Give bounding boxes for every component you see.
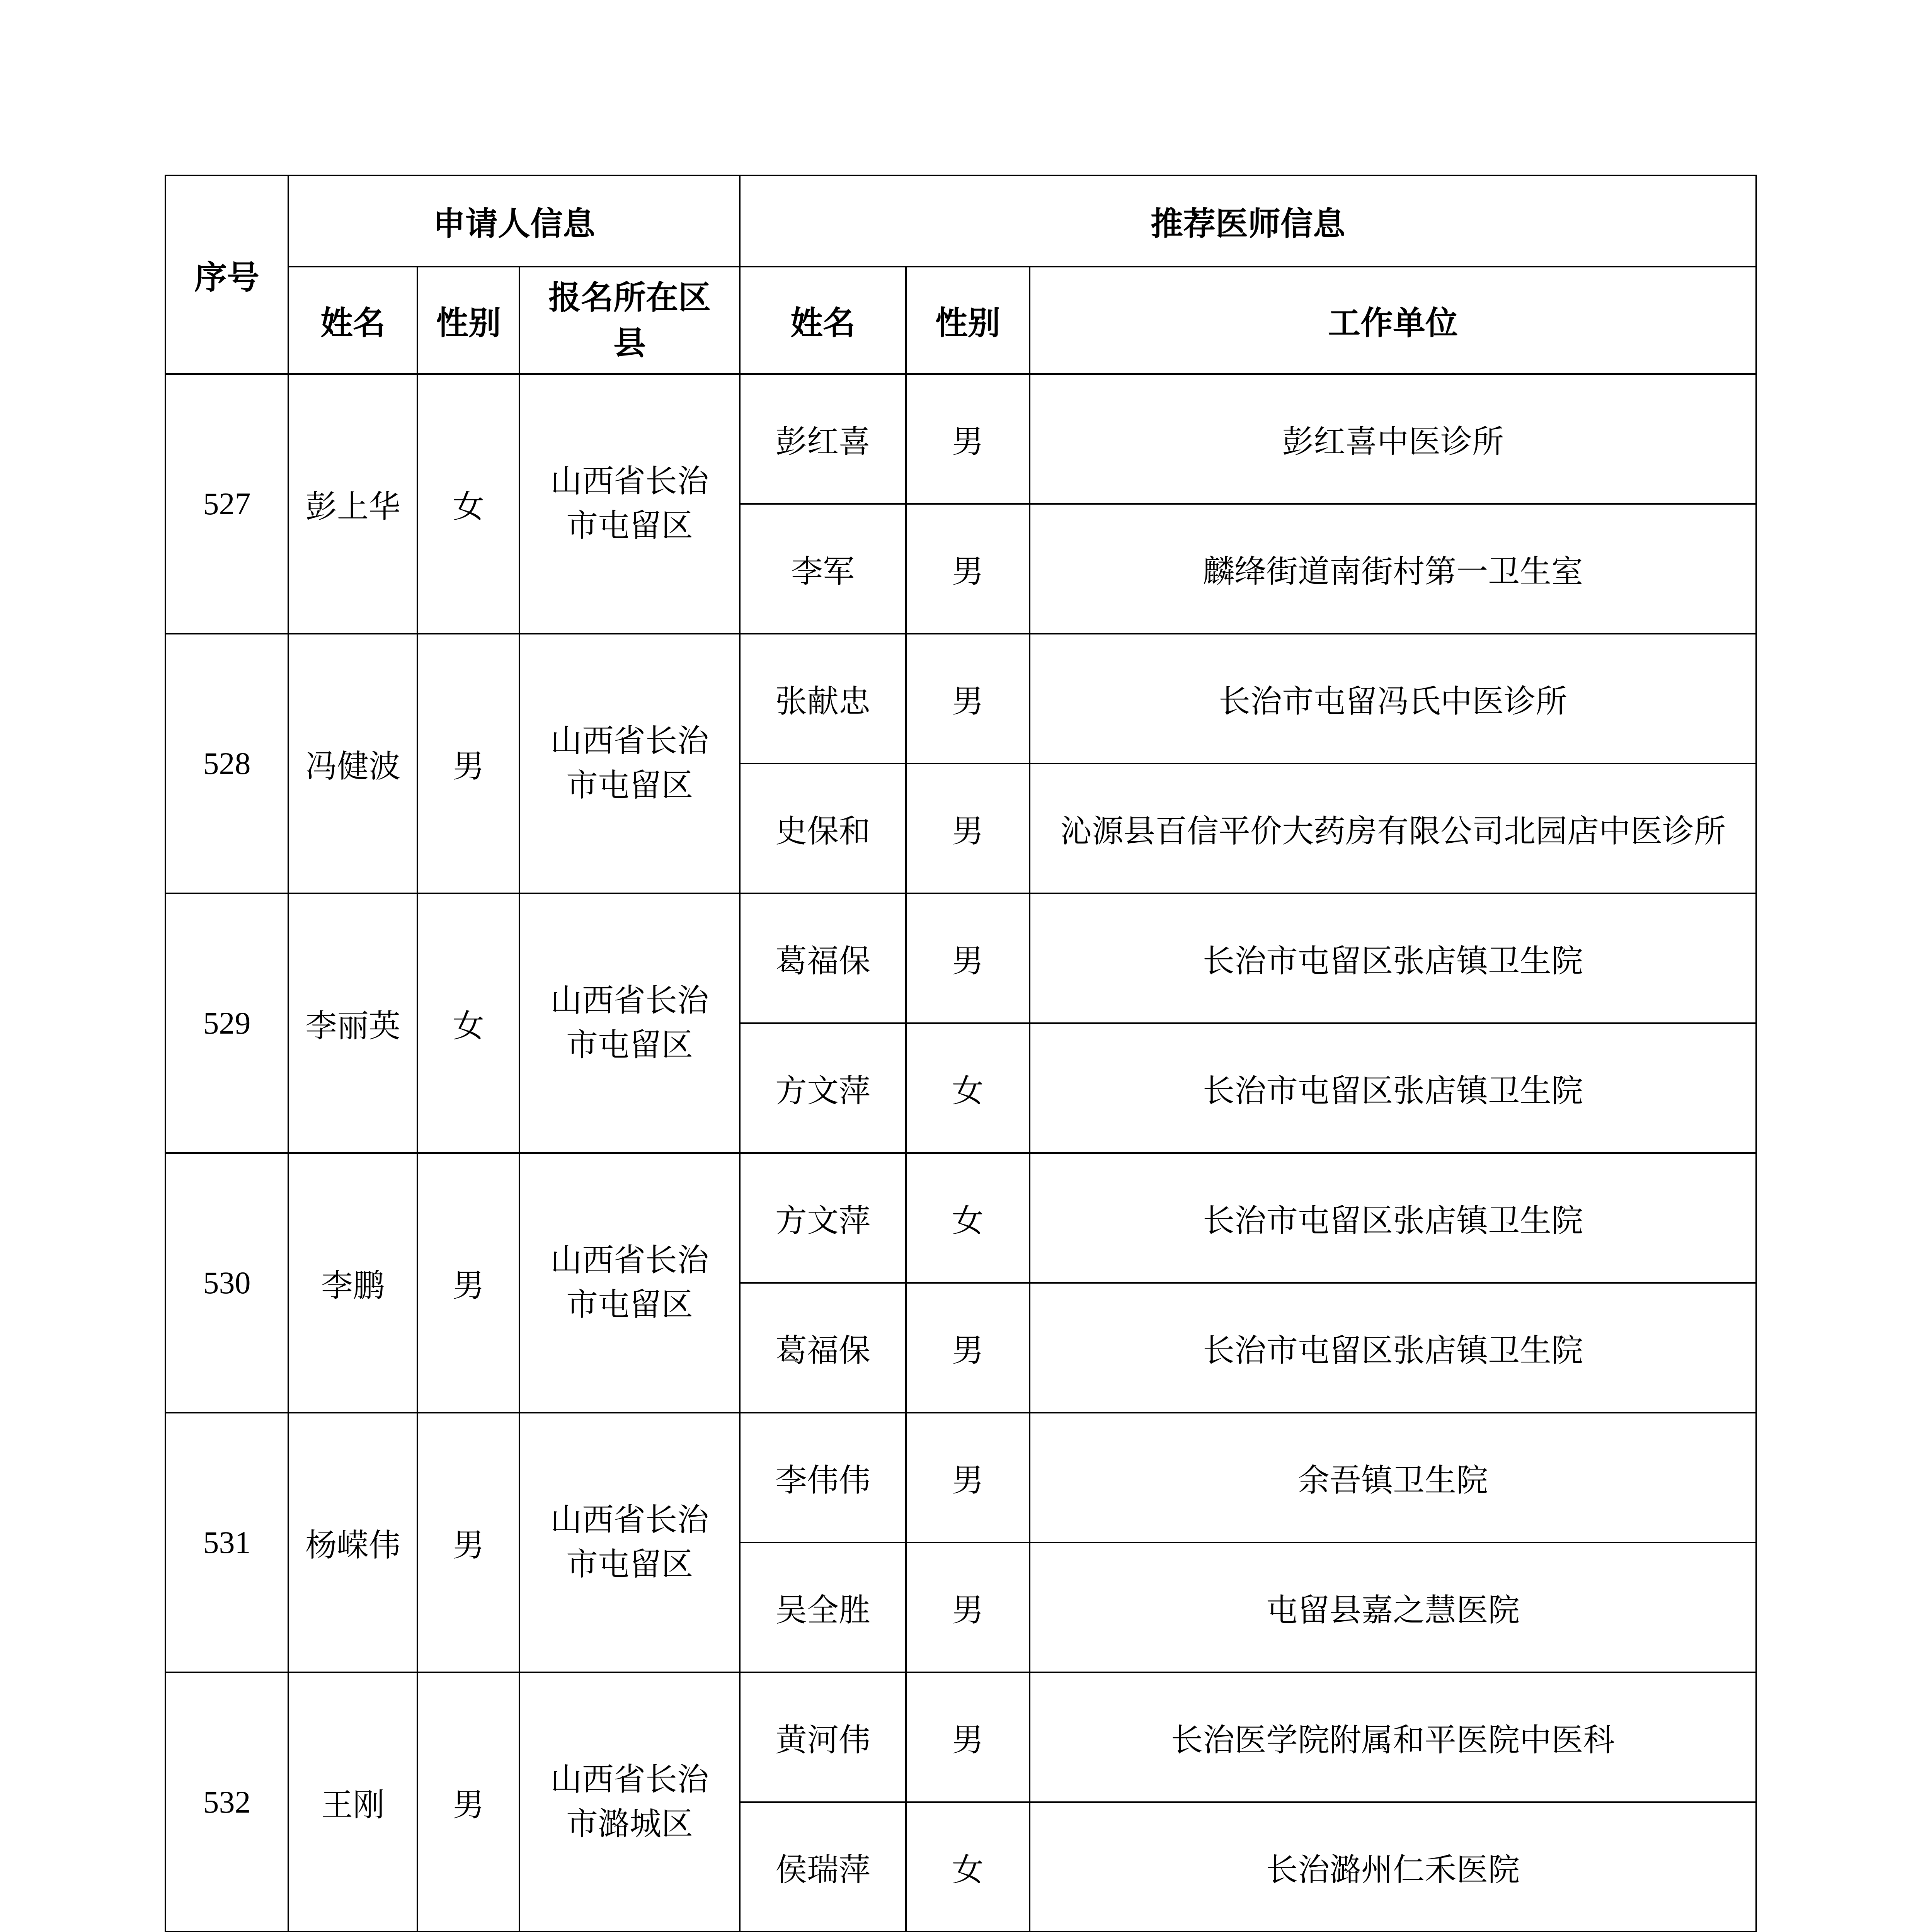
district-line2: 市屯留区 [566,767,693,804]
applicant-gender: 女 [417,893,519,1153]
table-row [165,1413,1756,1543]
header-applicant-district [519,267,740,374]
doctor-gender: 男 [906,1543,1030,1672]
doctor-name: 侯瑞萍 [740,1802,906,1932]
district-line2: 市屯留区 [566,1546,693,1583]
table-row [165,1153,1756,1283]
header-serial: 序号 [165,175,288,374]
district-line1: 山西省长治 [550,1242,709,1279]
doctor-unit: 沁源县百信平价大药房有限公司北园店中医诊所 [1030,764,1756,893]
doctor-gender: 男 [906,1413,1030,1543]
header-applicant-gender: 性别 [417,267,519,374]
doctor-unit: 长治市屯留区张店镇卫生院 [1030,1153,1756,1283]
header-doctor-gender: 性别 [906,267,1030,374]
district-line1: 山西省长治 [550,982,709,1019]
applicant-gender: 女 [417,374,519,634]
district-line2: 市潞城区 [566,1806,693,1842]
doctor-name: 吴全胜 [740,1543,906,1672]
doctor-name: 黄河伟 [740,1672,906,1802]
doctor-unit: 长治医学院附属和平医院中医科 [1030,1672,1756,1802]
applicant-district [519,1413,740,1672]
doctor-gender: 男 [906,1672,1030,1802]
doctor-unit: 长治市屯留区张店镇卫生院 [1030,1023,1756,1153]
doctor-name: 葛福保 [740,1283,906,1413]
district-line1: 山西省长治 [550,1761,709,1798]
doctor-name: 史保和 [740,764,906,893]
doctor-unit: 长治市屯留区张店镇卫生院 [1030,893,1756,1023]
district-line2: 市屯留区 [566,507,693,544]
applicant-name: 彭上华 [288,374,417,634]
table-row [165,893,1756,1023]
header-applicant-info: 申请人信息 [288,175,740,267]
table-row [165,634,1756,764]
doctor-name: 李军 [740,504,906,634]
applicant-gender: 男 [417,634,519,893]
doctor-gender: 女 [906,1802,1030,1932]
header-applicant-name: 姓名 [288,267,417,374]
doctor-unit: 余吾镇卫生院 [1030,1413,1756,1543]
header-row-columns [165,267,1756,374]
table-row [165,1672,1756,1802]
header-doctor-name: 姓名 [740,267,906,374]
serial-number: 530 [165,1153,288,1413]
doctor-gender: 男 [906,764,1030,893]
district-line1: 山西省长治 [550,723,709,760]
table-body [165,374,1756,1932]
header-district-line1: 报名所在区 [548,278,711,317]
doctor-name: 张献忠 [740,634,906,764]
doctor-gender: 男 [906,893,1030,1023]
doctor-gender: 女 [906,1153,1030,1283]
doctor-name: 彭红喜 [740,374,906,504]
district-line2: 市屯留区 [566,1027,693,1063]
district-line1: 山西省长治 [550,463,709,500]
district-line2: 市屯留区 [566,1286,693,1323]
applicant-name: 冯健波 [288,634,417,893]
doctor-name: 方文萍 [740,1153,906,1283]
applicant-name: 李鹏 [288,1153,417,1413]
serial-number: 532 [165,1672,288,1932]
doctor-name: 李伟伟 [740,1413,906,1543]
applicant-gender: 男 [417,1672,519,1932]
doctor-unit: 长治市屯留冯氏中医诊所 [1030,634,1756,764]
applicant-district [519,893,740,1153]
applicant-name: 李丽英 [288,893,417,1153]
applicant-gender: 男 [417,1413,519,1672]
doctor-gender: 男 [906,1283,1030,1413]
recommendation-table [165,175,1757,1932]
doctor-unit: 长治市屯留区张店镇卫生院 [1030,1283,1756,1413]
applicant-name: 王刚 [288,1672,417,1932]
doctor-unit: 彭红喜中医诊所 [1030,374,1756,504]
doctor-gender: 男 [906,634,1030,764]
doctor-unit: 长治潞州仁禾医院 [1030,1802,1756,1932]
header-district-line2: 县 [613,324,646,362]
district-line1: 山西省长治 [550,1502,709,1539]
header-row-group [165,175,1756,267]
doctor-gender: 男 [906,374,1030,504]
serial-number: 531 [165,1413,288,1672]
serial-number: 528 [165,634,288,893]
header-doctor-unit: 工作单位 [1030,267,1756,374]
header-doctor-info: 推荐医师信息 [740,175,1756,267]
doctor-unit: 屯留县嘉之慧医院 [1030,1543,1756,1672]
applicant-name: 杨嵘伟 [288,1413,417,1672]
doctor-name: 葛福保 [740,893,906,1023]
table-row [165,374,1756,504]
applicant-district [519,1672,740,1932]
serial-number: 529 [165,893,288,1153]
applicant-district [519,1153,740,1413]
doctor-unit: 麟绛街道南街村第一卫生室 [1030,504,1756,634]
applicant-district [519,374,740,634]
applicant-district [519,634,740,893]
doctor-gender: 女 [906,1023,1030,1153]
doctor-gender: 男 [906,504,1030,634]
applicant-gender: 男 [417,1153,519,1413]
serial-number: 527 [165,374,288,634]
doctor-name: 方文萍 [740,1023,906,1153]
